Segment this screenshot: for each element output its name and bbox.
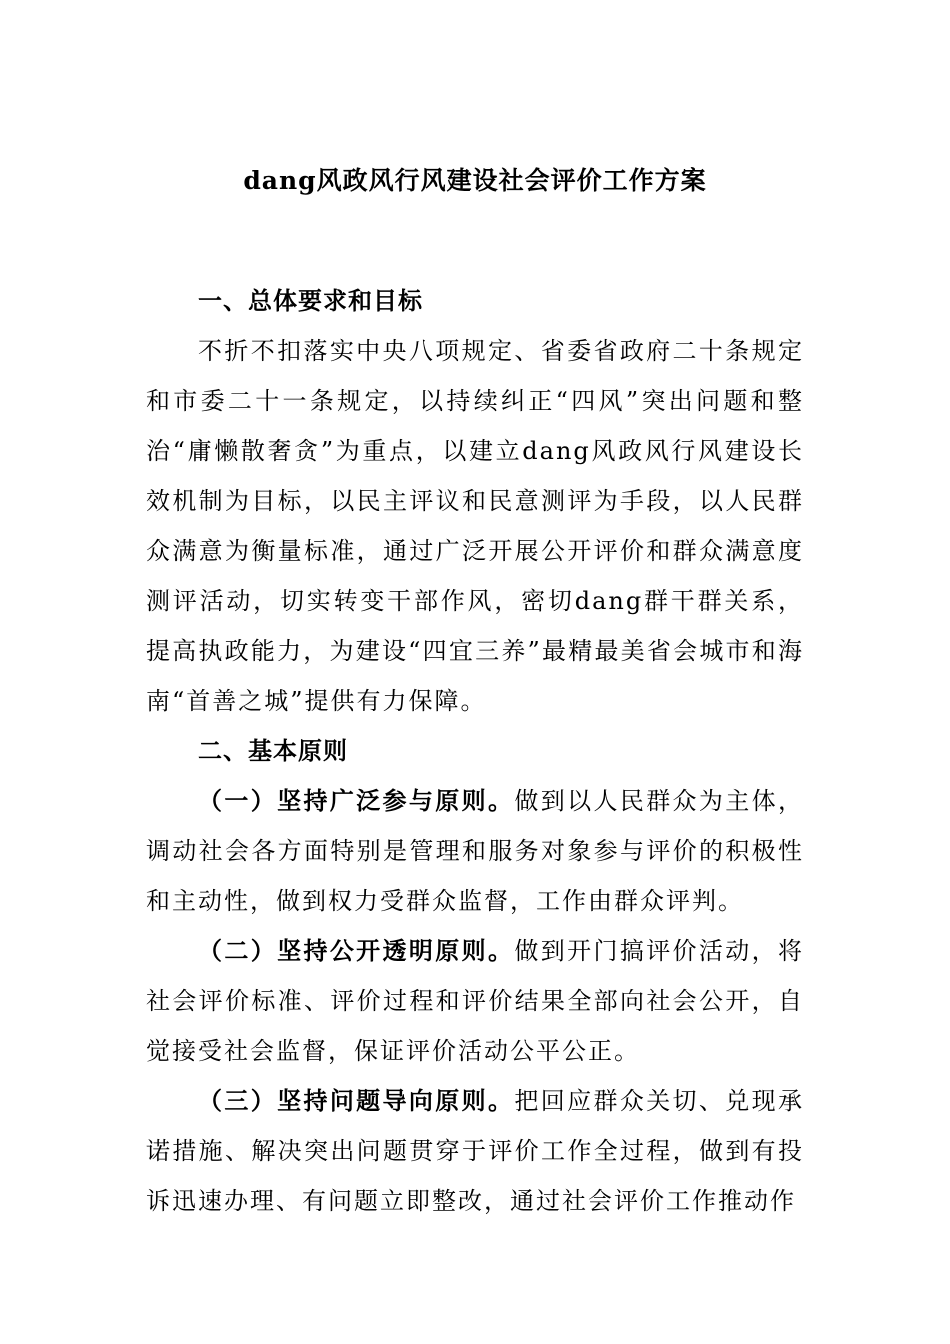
principle-item-3: [146, 1076, 804, 1226]
principle-item-1-text: 做到以人民群众为主体，调动社会各方面特别是管理和服务对象参与评价的积极性和主动性，做到权力受群众监督，工作由群众评判。: [146, 787, 805, 915]
principle-item-2: [146, 926, 804, 1076]
principle-item-3-lead: （三）坚持问题导向原则。: [198, 1086, 515, 1115]
principle-item-1-lead: （一）坚持广泛参与原则。: [198, 786, 515, 815]
principle-item-3-text: 把回应群众关切、兑现承诺措施、解决突出问题贯穿于评价工作全过程，做到有投诉迅速办理、有问题立即整改，通过社会评价工作推动作: [146, 1087, 805, 1215]
document-body: [146, 276, 804, 1226]
section-heading-2: 二、基本原则: [198, 736, 348, 765]
section-paragraph-1: 不折不扣落实中央八项规定、省委省政府二十条规定和市委二十一条规定，以持续纠正“四风”突出问题和整治“庸懒散奢贪”为重点，以建立dang风政风行风建设长效机制为目标，以民主评议和民意测评为手段，以人民群众满意为衡量标准，通过广泛开展公开评价和群众满意度测评活动，切实转变干部作风，密切dang群干群关系，提高执政能力，为建设“四宜三养”最精最美省会城市和海南“首善之城”提供有力保障。: [146, 337, 804, 715]
principle-item-1: [146, 776, 804, 926]
principle-item-2-text: 做到开门搞评价活动，将社会评价标准、评价过程和评价结果全部向社会公开，自觉接受社会监督，保证评价活动公平公正。: [146, 937, 805, 1065]
principle-item-2-lead: （二）坚持公开透明原则。: [198, 936, 515, 965]
section-heading-1: 一、总体要求和目标: [198, 286, 423, 315]
document-title: dang风政风行风建设社会评价工作方案: [243, 166, 707, 195]
